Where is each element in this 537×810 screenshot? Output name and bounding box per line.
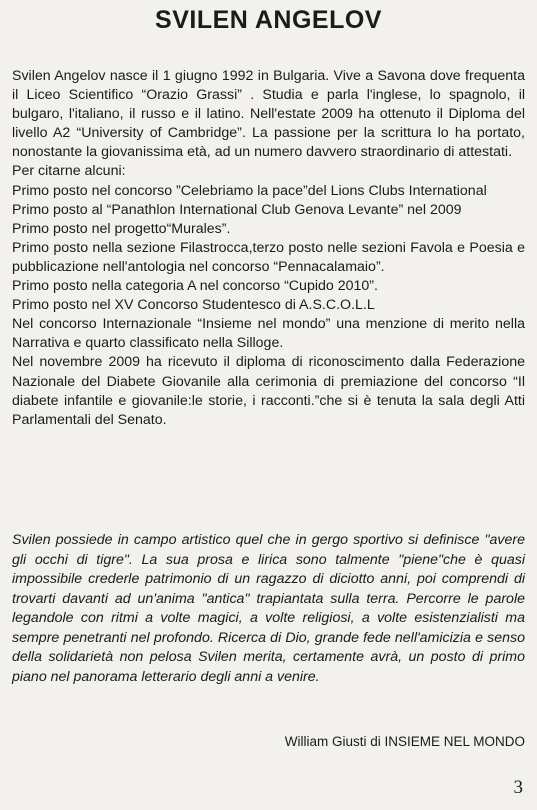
page-number: 3: [513, 777, 523, 798]
bio-award: Primo posto al “Panathlon International Club Genova Levante” nel 2009: [12, 201, 462, 218]
bio-award: Primo posto nel progetto“Murales”.: [12, 220, 231, 237]
biography: [12, 67, 525, 430]
bio-award: Primo posto nel concorso ”Celebriamo la pace”del Lions Clubs International: [12, 182, 487, 199]
bio-award: Nel novembre 2009 ha ricevuto il diploma di riconoscimento dalla Federazione Nazionale del Diabete Giovanile alla cerimonia di premiazione del concorso “Il diabete infantile e giovanile:le storie, i racconti.”che si è tenuta la sala degli Atti Parlamentali del Senato.: [12, 354, 525, 428]
bio-paragraph: Svilen Angelov nasce il 1 giugno 1992 in Bulgaria. Vive a Savona dove frequenta il Liceo Scientifico “Orazio Grassi” . Studia e parla l'inglese, lo spagnolo, il bulgaro, l'italiano, il russo e il latino. Nell'estate 2009 ha ottenuto il Diploma del livello A2 “University of Cambridge”. La passione per la scrittura lo ha portato, nonostante la giovanissima età, ad un numero davvero straordinario di attestati.: [12, 68, 525, 161]
page-title: SVILEN ANGELOV: [155, 6, 382, 34]
bio-paragraph: Per citarne alcuni:: [12, 163, 126, 180]
bio-award: Nel concorso Internazionale “Insieme nel mondo” una menzione di merito nella Narrativa e quarto classificato nella Silloge.: [12, 316, 525, 352]
signature: William Giusti di INSIEME NEL MONDO: [284, 734, 525, 749]
bio-award: Primo posto nella categoria A nel concorso “Cupido 2010”.: [12, 278, 378, 295]
review-text: Svilen possiede in campo artistico quel che in gergo sportivo si definisce "avere gli occhi di tigre". La sua prosa e lirica sono talmente "piene"che è quasi impossibile crederle patrimonio di un ragazzo di diciotto anni, poi comprendi di trovarti davanti ad un'anima "antica" trapiantata sulla terra. Percorre le parole legandole con ritmi a volte magici, a volte religiosi, a volte esistenzialisti ma sempre penetranti nel profondo. Ricerca di Dio, grande fede nell'amicizia e senso della solidarietà non pelosa Svilen merita, certamente avrà, un posto di primo piano nel panorama letterario degli anni a venire.: [12, 532, 525, 685]
bio-award: Primo posto nella sezione Filastrocca,terzo posto nelle sezioni Favola e Poesia e pubblicazione nell'antologia nel concorso “Pennacalamaio”.: [12, 239, 525, 275]
bio-award: Primo posto nel XV Concorso Studentesco di A.S.C.O.L.L: [12, 297, 375, 314]
